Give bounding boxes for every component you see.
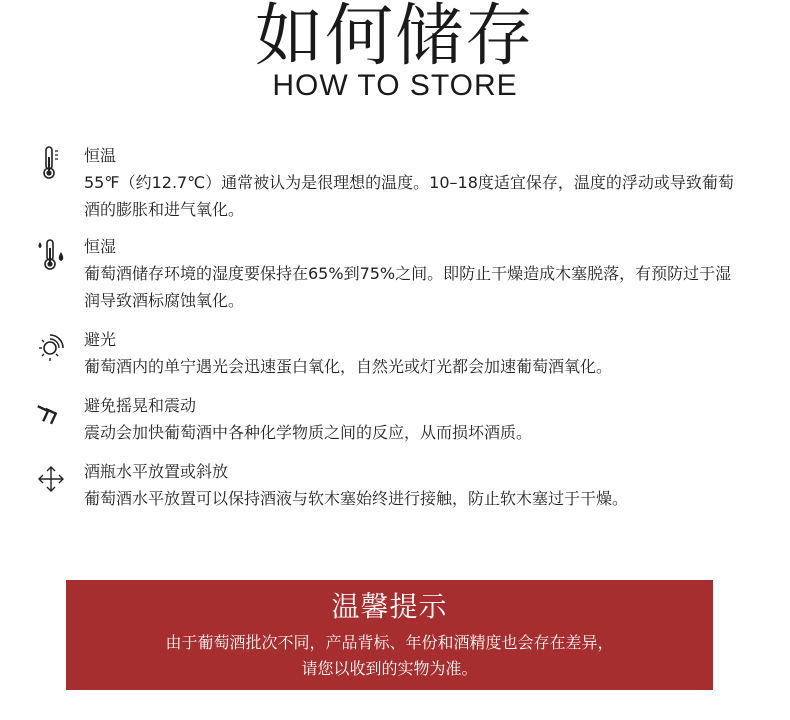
tip-description: 震动会加快葡萄酒中各种化学物质之间的反应，从而损坏酒质。 xyxy=(84,423,533,442)
tip-title: 避光 xyxy=(84,330,117,349)
thermometer-icon xyxy=(36,145,66,181)
notice-text-line-1: 由于葡萄酒批次不同，产品背标、年份和酒精度也会存在差异， xyxy=(165,633,614,652)
humidity-icon xyxy=(36,236,66,272)
page-title: 如何储存 xyxy=(254,0,535,76)
sun-shade-icon xyxy=(36,329,66,365)
tip-description: 55℉（约12.7℃）通常被认为是很理想的温度。10–18度适宜保存，温度的浮动或导致葡萄酒的膨胀和进气氧化。 xyxy=(84,173,734,219)
tip-description: 葡萄酒水平放置可以保持酒液与软木塞始终进行接触，防止软木塞过于干燥。 xyxy=(84,489,629,508)
tip-title: 恒湿 xyxy=(84,237,117,256)
notice-text-line-2: 请您以收到的实物为准。 xyxy=(301,659,478,678)
tip-title: 酒瓶水平放置或斜放 xyxy=(84,462,229,481)
notice-title: 温馨提示 xyxy=(331,590,448,623)
move-arrows-icon xyxy=(36,461,66,497)
tip-title: 恒温 xyxy=(84,146,117,165)
vibration-icon xyxy=(36,395,66,431)
tip-description: 葡萄酒内的单宁遇光会迅速蛋白氧化，自然光或灯光都会加速葡萄酒氧化。 xyxy=(84,357,613,376)
notice-banner xyxy=(66,580,713,690)
tip-title: 避免摇晃和震动 xyxy=(84,396,197,415)
tip-description: 葡萄酒储存环境的湿度要保持在65%到75%之间。即防止干燥造成木塞脱落，有预防过于湿润导致酒标腐蚀氧化。 xyxy=(84,264,732,310)
page-subtitle: HOW TO STORE xyxy=(272,69,518,102)
